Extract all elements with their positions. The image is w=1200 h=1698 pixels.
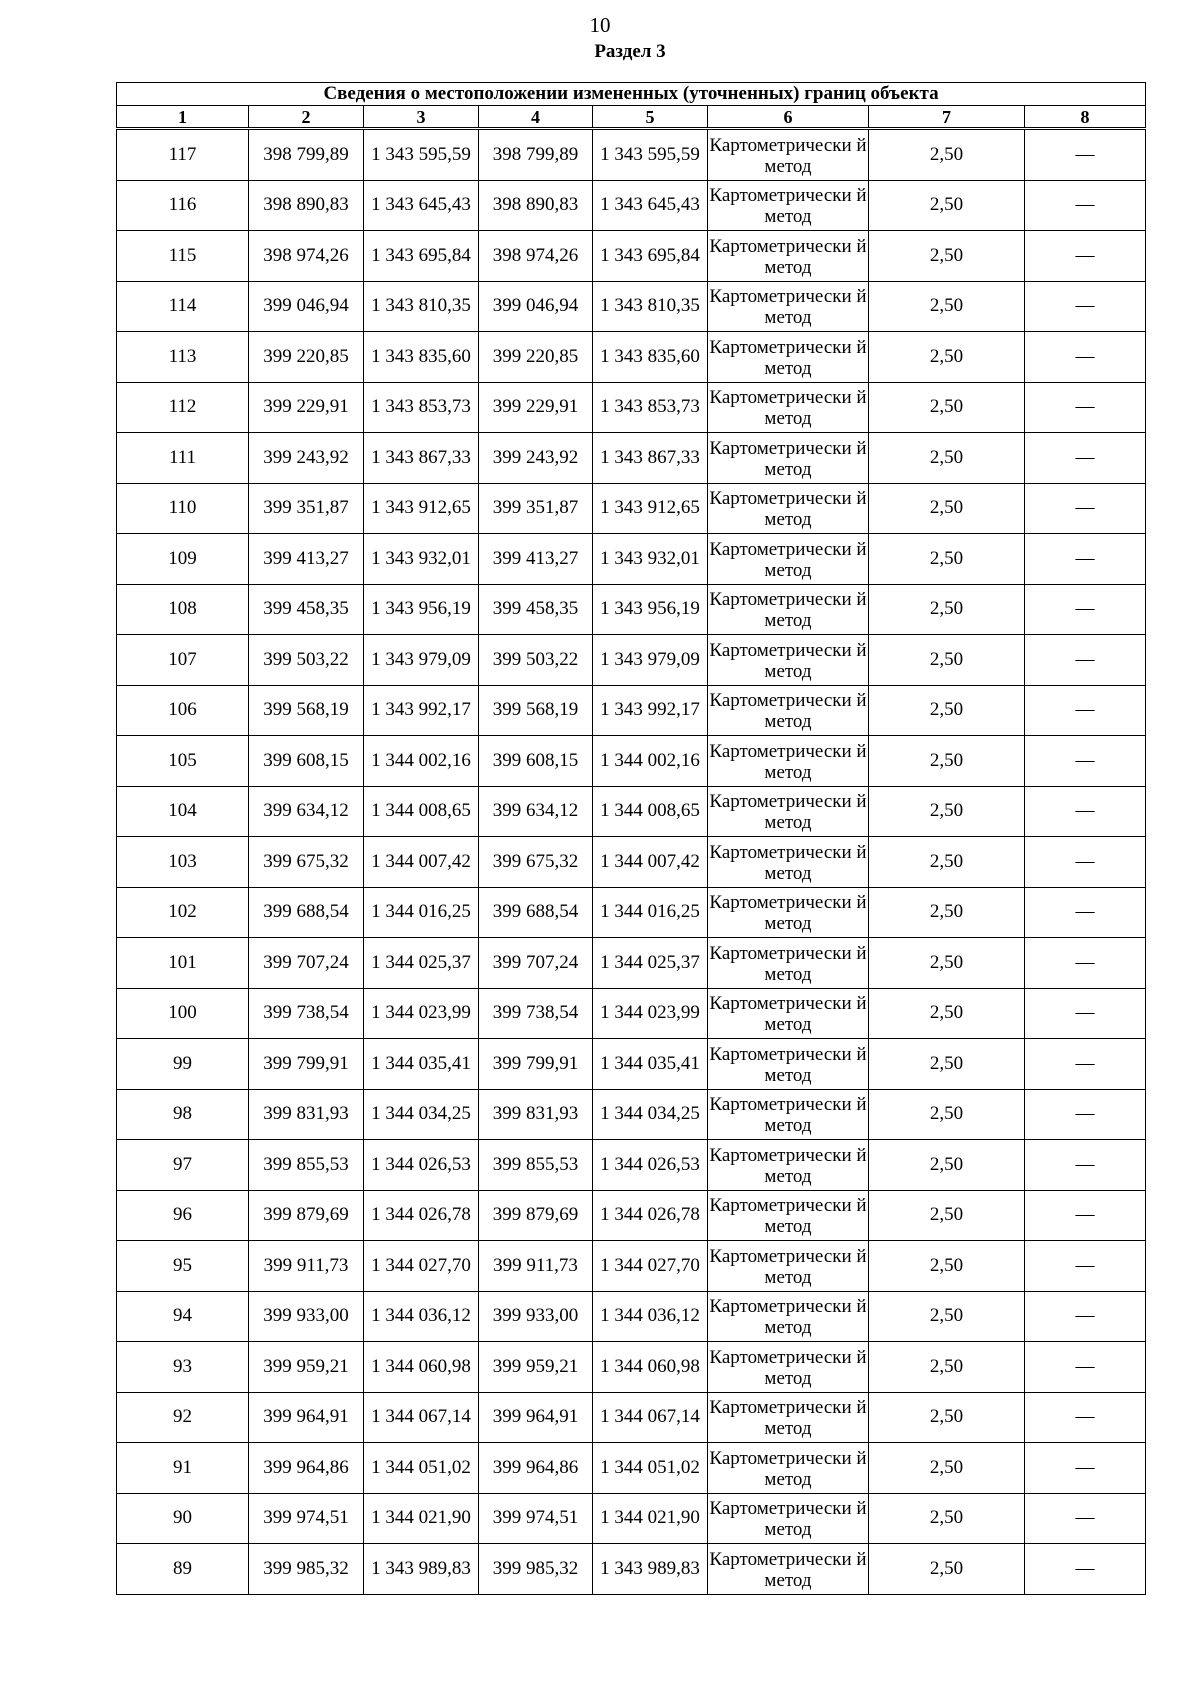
- y-coord-cell: 1 343 956,19: [364, 584, 479, 635]
- x-coord-cell: 399 933,00: [479, 1291, 593, 1342]
- column-number: 8: [1025, 106, 1146, 129]
- x-coord-cell: 399 046,94: [479, 281, 593, 332]
- description-cell: —: [1025, 1039, 1146, 1090]
- method-cell: Картометрически й метод: [708, 635, 869, 686]
- y-coord-cell: 1 344 021,90: [593, 1493, 708, 1544]
- table-row: [117, 332, 1146, 383]
- description-cell: —: [1025, 180, 1146, 231]
- point-number-cell: 97: [117, 1140, 249, 1191]
- y-coord-cell: 1 343 912,65: [364, 483, 479, 534]
- point-number-cell: 109: [117, 534, 249, 585]
- column-number: 4: [479, 106, 593, 129]
- point-number-cell: 112: [117, 382, 249, 433]
- table-row: [117, 1039, 1146, 1090]
- point-number-cell: 108: [117, 584, 249, 635]
- method-cell: Картометрически й метод: [708, 1291, 869, 1342]
- method-cell: Картометрически й метод: [708, 281, 869, 332]
- table-row: [117, 584, 1146, 635]
- x-coord-cell: 399 959,21: [479, 1342, 593, 1393]
- point-number-cell: 107: [117, 635, 249, 686]
- x-coord-cell: 399 503,22: [479, 635, 593, 686]
- point-number-cell: 95: [117, 1241, 249, 1292]
- accuracy-cell: 2,50: [869, 231, 1025, 282]
- description-cell: —: [1025, 837, 1146, 888]
- description-cell: —: [1025, 281, 1146, 332]
- y-coord-cell: 1 344 008,65: [364, 786, 479, 837]
- x-coord-cell: 399 688,54: [479, 887, 593, 938]
- x-coord-cell: 399 675,32: [479, 837, 593, 888]
- description-cell: —: [1025, 433, 1146, 484]
- y-coord-cell: 1 344 036,12: [593, 1291, 708, 1342]
- y-coord-cell: 1 344 016,25: [593, 887, 708, 938]
- x-coord-cell: 399 229,91: [479, 382, 593, 433]
- table-row: [117, 1190, 1146, 1241]
- x-coord-cell: 399 879,69: [249, 1190, 364, 1241]
- table-row: [117, 382, 1146, 433]
- y-coord-cell: 1 343 810,35: [364, 281, 479, 332]
- y-coord-cell: 1 344 051,02: [364, 1443, 479, 1494]
- method-cell: Картометрически й метод: [708, 1039, 869, 1090]
- y-coord-cell: 1 344 026,78: [593, 1190, 708, 1241]
- accuracy-cell: 2,50: [869, 129, 1025, 181]
- y-coord-cell: 1 343 835,60: [364, 332, 479, 383]
- y-coord-cell: 1 343 912,65: [593, 483, 708, 534]
- description-cell: —: [1025, 1443, 1146, 1494]
- table-row: [117, 685, 1146, 736]
- boundary-coordinates-table: [116, 82, 1146, 1595]
- x-coord-cell: 399 351,87: [249, 483, 364, 534]
- table-row: [117, 635, 1146, 686]
- y-coord-cell: 1 344 025,37: [593, 938, 708, 989]
- y-coord-cell: 1 343 853,73: [364, 382, 479, 433]
- y-coord-cell: 1 343 853,73: [593, 382, 708, 433]
- method-cell: Картометрически й метод: [708, 837, 869, 888]
- table-row: [117, 1544, 1146, 1595]
- y-coord-cell: 1 344 025,37: [364, 938, 479, 989]
- accuracy-cell: 2,50: [869, 1544, 1025, 1595]
- x-coord-cell: 399 985,32: [249, 1544, 364, 1595]
- y-coord-cell: 1 344 027,70: [593, 1241, 708, 1292]
- accuracy-cell: 2,50: [869, 382, 1025, 433]
- y-coord-cell: 1 344 035,41: [593, 1039, 708, 1090]
- x-coord-cell: 399 707,24: [479, 938, 593, 989]
- description-cell: —: [1025, 1342, 1146, 1393]
- y-coord-cell: 1 344 007,42: [364, 837, 479, 888]
- accuracy-cell: 2,50: [869, 685, 1025, 736]
- accuracy-cell: 2,50: [869, 1291, 1025, 1342]
- method-cell: Картометрически й метод: [708, 1190, 869, 1241]
- y-coord-cell: 1 343 695,84: [593, 231, 708, 282]
- section-title: Раздел 3: [594, 41, 666, 62]
- y-coord-cell: 1 344 026,53: [364, 1140, 479, 1191]
- x-coord-cell: 399 229,91: [249, 382, 364, 433]
- table-row: [117, 281, 1146, 332]
- table-row: [117, 786, 1146, 837]
- column-number: 6: [708, 106, 869, 129]
- method-cell: Картометрически й метод: [708, 180, 869, 231]
- y-coord-cell: 1 344 060,98: [593, 1342, 708, 1393]
- description-cell: —: [1025, 584, 1146, 635]
- x-coord-cell: 399 243,92: [479, 433, 593, 484]
- description-cell: —: [1025, 988, 1146, 1039]
- x-coord-cell: 399 046,94: [249, 281, 364, 332]
- method-cell: Картометрически й метод: [708, 938, 869, 989]
- point-number-cell: 116: [117, 180, 249, 231]
- x-coord-cell: 399 964,91: [479, 1392, 593, 1443]
- table-row: [117, 1140, 1146, 1191]
- method-cell: Картометрически й метод: [708, 1443, 869, 1494]
- description-cell: —: [1025, 635, 1146, 686]
- x-coord-cell: 399 738,54: [479, 988, 593, 1039]
- description-cell: —: [1025, 1089, 1146, 1140]
- y-coord-cell: 1 344 008,65: [593, 786, 708, 837]
- y-coord-cell: 1 344 007,42: [593, 837, 708, 888]
- accuracy-cell: 2,50: [869, 281, 1025, 332]
- y-coord-cell: 1 343 956,19: [593, 584, 708, 635]
- table-row: [117, 837, 1146, 888]
- x-coord-cell: 399 688,54: [249, 887, 364, 938]
- description-cell: —: [1025, 534, 1146, 585]
- y-coord-cell: 1 343 979,09: [364, 635, 479, 686]
- method-cell: Картометрически й метод: [708, 1241, 869, 1292]
- y-coord-cell: 1 344 067,14: [593, 1392, 708, 1443]
- table-row: [117, 1443, 1146, 1494]
- accuracy-cell: 2,50: [869, 1140, 1025, 1191]
- x-coord-cell: 399 413,27: [479, 534, 593, 585]
- x-coord-cell: 399 799,91: [249, 1039, 364, 1090]
- method-cell: Картометрически й метод: [708, 988, 869, 1039]
- y-coord-cell: 1 343 992,17: [364, 685, 479, 736]
- description-cell: —: [1025, 129, 1146, 181]
- table-caption: Сведения о местоположении измененных (уточненных) границ объекта: [117, 83, 1146, 106]
- description-cell: —: [1025, 1544, 1146, 1595]
- x-coord-cell: 399 458,35: [479, 584, 593, 635]
- accuracy-cell: 2,50: [869, 1190, 1025, 1241]
- method-cell: Картометрически й метод: [708, 433, 869, 484]
- method-cell: Картометрически й метод: [708, 382, 869, 433]
- x-coord-cell: 399 243,92: [249, 433, 364, 484]
- y-coord-cell: 1 344 067,14: [364, 1392, 479, 1443]
- y-coord-cell: 1 344 016,25: [364, 887, 479, 938]
- y-coord-cell: 1 344 060,98: [364, 1342, 479, 1393]
- y-coord-cell: 1 343 932,01: [593, 534, 708, 585]
- y-coord-cell: 1 343 867,33: [593, 433, 708, 484]
- column-number: 5: [593, 106, 708, 129]
- method-cell: Картометрически й метод: [708, 1089, 869, 1140]
- description-cell: —: [1025, 1493, 1146, 1544]
- table-row: [117, 736, 1146, 787]
- point-number-cell: 111: [117, 433, 249, 484]
- point-number-cell: 117: [117, 129, 249, 181]
- table-row: [117, 433, 1146, 484]
- point-number-cell: 100: [117, 988, 249, 1039]
- y-coord-cell: 1 344 002,16: [593, 736, 708, 787]
- y-coord-cell: 1 344 002,16: [364, 736, 479, 787]
- x-coord-cell: 399 738,54: [249, 988, 364, 1039]
- point-number-cell: 101: [117, 938, 249, 989]
- accuracy-cell: 2,50: [869, 635, 1025, 686]
- x-coord-cell: 399 220,85: [479, 332, 593, 383]
- x-coord-cell: 399 220,85: [249, 332, 364, 383]
- method-cell: Картометрически й метод: [708, 231, 869, 282]
- x-coord-cell: 399 568,19: [249, 685, 364, 736]
- y-coord-cell: 1 343 932,01: [364, 534, 479, 585]
- accuracy-cell: 2,50: [869, 534, 1025, 585]
- y-coord-cell: 1 343 695,84: [364, 231, 479, 282]
- point-number-cell: 99: [117, 1039, 249, 1090]
- description-cell: —: [1025, 887, 1146, 938]
- method-cell: Картометрически й метод: [708, 534, 869, 585]
- method-cell: Картометрически й метод: [708, 332, 869, 383]
- table-row: [117, 231, 1146, 282]
- x-coord-cell: 399 855,53: [249, 1140, 364, 1191]
- point-number-cell: 91: [117, 1443, 249, 1494]
- table-row: [117, 1392, 1146, 1443]
- point-number-cell: 110: [117, 483, 249, 534]
- point-number-cell: 96: [117, 1190, 249, 1241]
- y-coord-cell: 1 343 989,83: [364, 1544, 479, 1595]
- table-row: [117, 938, 1146, 989]
- description-cell: —: [1025, 382, 1146, 433]
- table-row: [117, 180, 1146, 231]
- y-coord-cell: 1 344 026,53: [593, 1140, 708, 1191]
- x-coord-cell: 399 608,15: [479, 736, 593, 787]
- x-coord-cell: 399 831,93: [249, 1089, 364, 1140]
- description-cell: —: [1025, 1392, 1146, 1443]
- x-coord-cell: 399 959,21: [249, 1342, 364, 1393]
- accuracy-cell: 2,50: [869, 837, 1025, 888]
- description-cell: —: [1025, 332, 1146, 383]
- x-coord-cell: 398 799,89: [479, 129, 593, 181]
- table-row: [117, 1493, 1146, 1544]
- y-coord-cell: 1 344 035,41: [364, 1039, 479, 1090]
- accuracy-cell: 2,50: [869, 1241, 1025, 1292]
- point-number-cell: 106: [117, 685, 249, 736]
- accuracy-cell: 2,50: [869, 332, 1025, 383]
- accuracy-cell: 2,50: [869, 433, 1025, 484]
- description-cell: —: [1025, 938, 1146, 989]
- description-cell: —: [1025, 736, 1146, 787]
- point-number-cell: 104: [117, 786, 249, 837]
- method-cell: Картометрически й метод: [708, 584, 869, 635]
- x-coord-cell: 398 890,83: [479, 180, 593, 231]
- y-coord-cell: 1 344 036,12: [364, 1291, 479, 1342]
- x-coord-cell: 399 707,24: [249, 938, 364, 989]
- method-cell: Картометрически й метод: [708, 887, 869, 938]
- accuracy-cell: 2,50: [869, 1039, 1025, 1090]
- column-number-row: [117, 106, 1146, 129]
- page-number: 10: [589, 13, 611, 37]
- y-coord-cell: 1 343 992,17: [593, 685, 708, 736]
- description-cell: —: [1025, 1241, 1146, 1292]
- y-coord-cell: 1 343 835,60: [593, 332, 708, 383]
- y-coord-cell: 1 343 979,09: [593, 635, 708, 686]
- table-row: [117, 1089, 1146, 1140]
- method-cell: Картометрически й метод: [708, 1544, 869, 1595]
- x-coord-cell: 399 503,22: [249, 635, 364, 686]
- description-cell: —: [1025, 786, 1146, 837]
- x-coord-cell: 399 933,00: [249, 1291, 364, 1342]
- table-row: [117, 1291, 1146, 1342]
- point-number-cell: 94: [117, 1291, 249, 1342]
- method-cell: Картометрически й метод: [708, 1342, 869, 1393]
- method-cell: Картометрически й метод: [708, 786, 869, 837]
- point-number-cell: 103: [117, 837, 249, 888]
- y-coord-cell: 1 344 026,78: [364, 1190, 479, 1241]
- table-row: [117, 1342, 1146, 1393]
- x-coord-cell: 399 964,86: [249, 1443, 364, 1494]
- accuracy-cell: 2,50: [869, 1392, 1025, 1443]
- accuracy-cell: 2,50: [869, 1493, 1025, 1544]
- y-coord-cell: 1 344 023,99: [364, 988, 479, 1039]
- accuracy-cell: 2,50: [869, 786, 1025, 837]
- y-coord-cell: 1 343 595,59: [364, 129, 479, 181]
- y-coord-cell: 1 343 989,83: [593, 1544, 708, 1595]
- accuracy-cell: 2,50: [869, 1089, 1025, 1140]
- method-cell: Картометрически й метод: [708, 736, 869, 787]
- point-number-cell: 89: [117, 1544, 249, 1595]
- accuracy-cell: 2,50: [869, 887, 1025, 938]
- x-coord-cell: 399 568,19: [479, 685, 593, 736]
- point-number-cell: 113: [117, 332, 249, 383]
- x-coord-cell: 399 458,35: [249, 584, 364, 635]
- table-row: [117, 988, 1146, 1039]
- accuracy-cell: 2,50: [869, 938, 1025, 989]
- y-coord-cell: 1 343 595,59: [593, 129, 708, 181]
- x-coord-cell: 399 351,87: [479, 483, 593, 534]
- method-cell: Картометрически й метод: [708, 1493, 869, 1544]
- x-coord-cell: 399 911,73: [479, 1241, 593, 1292]
- x-coord-cell: 399 974,51: [249, 1493, 364, 1544]
- y-coord-cell: 1 344 027,70: [364, 1241, 479, 1292]
- column-number: 2: [249, 106, 364, 129]
- accuracy-cell: 2,50: [869, 483, 1025, 534]
- description-cell: —: [1025, 1291, 1146, 1342]
- description-cell: —: [1025, 1140, 1146, 1191]
- accuracy-cell: 2,50: [869, 1443, 1025, 1494]
- y-coord-cell: 1 344 021,90: [364, 1493, 479, 1544]
- x-coord-cell: 399 911,73: [249, 1241, 364, 1292]
- y-coord-cell: 1 343 867,33: [364, 433, 479, 484]
- x-coord-cell: 399 634,12: [249, 786, 364, 837]
- x-coord-cell: 398 974,26: [479, 231, 593, 282]
- y-coord-cell: 1 343 645,43: [593, 180, 708, 231]
- method-cell: Картометрически й метод: [708, 129, 869, 181]
- x-coord-cell: 398 799,89: [249, 129, 364, 181]
- x-coord-cell: 399 608,15: [249, 736, 364, 787]
- y-coord-cell: 1 344 034,25: [364, 1089, 479, 1140]
- table-row: [117, 129, 1146, 181]
- x-coord-cell: 399 413,27: [249, 534, 364, 585]
- x-coord-cell: 399 675,32: [249, 837, 364, 888]
- point-number-cell: 105: [117, 736, 249, 787]
- accuracy-cell: 2,50: [869, 988, 1025, 1039]
- point-number-cell: 90: [117, 1493, 249, 1544]
- y-coord-cell: 1 344 051,02: [593, 1443, 708, 1494]
- x-coord-cell: 399 831,93: [479, 1089, 593, 1140]
- description-cell: —: [1025, 1190, 1146, 1241]
- method-cell: Картометрически й метод: [708, 1392, 869, 1443]
- method-cell: Картометрически й метод: [708, 685, 869, 736]
- description-cell: —: [1025, 231, 1146, 282]
- x-coord-cell: 399 634,12: [479, 786, 593, 837]
- column-number: 3: [364, 106, 479, 129]
- y-coord-cell: 1 344 023,99: [593, 988, 708, 1039]
- point-number-cell: 92: [117, 1392, 249, 1443]
- method-cell: Картометрически й метод: [708, 1140, 869, 1191]
- y-coord-cell: 1 343 645,43: [364, 180, 479, 231]
- x-coord-cell: 399 964,91: [249, 1392, 364, 1443]
- x-coord-cell: 399 879,69: [479, 1190, 593, 1241]
- column-number: 1: [117, 106, 249, 129]
- table-row: [117, 534, 1146, 585]
- column-number: 7: [869, 106, 1025, 129]
- x-coord-cell: 399 799,91: [479, 1039, 593, 1090]
- x-coord-cell: 398 974,26: [249, 231, 364, 282]
- table-row: [117, 1241, 1146, 1292]
- accuracy-cell: 2,50: [869, 736, 1025, 787]
- description-cell: —: [1025, 685, 1146, 736]
- x-coord-cell: 399 974,51: [479, 1493, 593, 1544]
- y-coord-cell: 1 343 810,35: [593, 281, 708, 332]
- description-cell: —: [1025, 483, 1146, 534]
- x-coord-cell: 399 855,53: [479, 1140, 593, 1191]
- y-coord-cell: 1 344 034,25: [593, 1089, 708, 1140]
- point-number-cell: 115: [117, 231, 249, 282]
- point-number-cell: 102: [117, 887, 249, 938]
- point-number-cell: 98: [117, 1089, 249, 1140]
- accuracy-cell: 2,50: [869, 180, 1025, 231]
- point-number-cell: 114: [117, 281, 249, 332]
- accuracy-cell: 2,50: [869, 1342, 1025, 1393]
- x-coord-cell: 399 964,86: [479, 1443, 593, 1494]
- table-caption-row: [117, 83, 1146, 106]
- point-number-cell: 93: [117, 1342, 249, 1393]
- table-row: [117, 483, 1146, 534]
- method-cell: Картометрически й метод: [708, 483, 869, 534]
- table-row: [117, 887, 1146, 938]
- x-coord-cell: 398 890,83: [249, 180, 364, 231]
- x-coord-cell: 399 985,32: [479, 1544, 593, 1595]
- accuracy-cell: 2,50: [869, 584, 1025, 635]
